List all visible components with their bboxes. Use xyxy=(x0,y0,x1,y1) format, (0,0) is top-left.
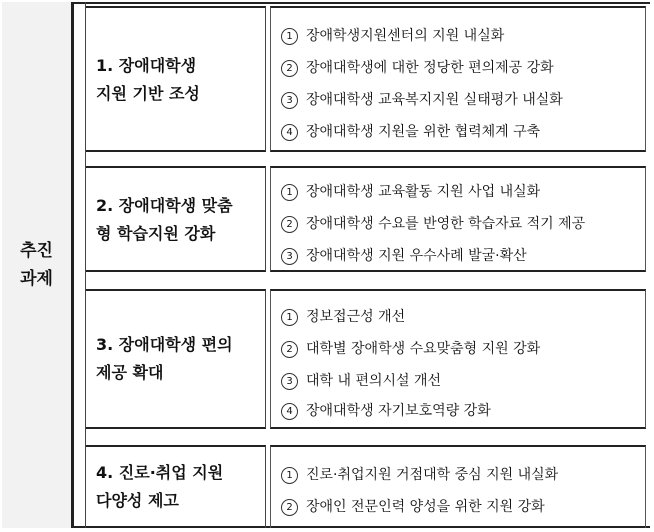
section-3-item-4 xyxy=(281,395,491,427)
item-text: 장애대학생 지원을 위한 협력체계 구축 xyxy=(306,124,541,140)
section-4-title: 4. 진로·취업 지원 다양성 제고 xyxy=(96,463,224,510)
section-3-item-2 xyxy=(281,333,540,365)
circled-number: 4 xyxy=(281,403,298,420)
section-4-item-1 xyxy=(281,459,558,491)
item-text: 진로·취업지원 거점대학 중심 지원 내실화 xyxy=(306,467,559,483)
section-2-item-1 xyxy=(281,176,540,208)
strategy-table xyxy=(2,2,650,528)
item-text: 대학 내 편의시설 개선 xyxy=(306,373,442,389)
section-1-item-1 xyxy=(281,20,504,52)
section-2-title: 2. 장애대학생 맞춤 형 학습지원 강화 xyxy=(96,196,233,243)
item-text: 정보접근성 개선 xyxy=(306,309,406,325)
category-label-cell xyxy=(2,2,74,528)
section-4-item-2 xyxy=(281,491,545,523)
circled-number: 2 xyxy=(281,341,298,358)
section-1-items-cell xyxy=(270,6,646,152)
section-4-items-cell xyxy=(270,445,646,528)
item-text: 장애대학생 자기보호역량 강화 xyxy=(306,403,491,419)
item-text: 장애대학생 교육복지지원 실태평가 내실화 xyxy=(306,92,563,108)
circled-number: 4 xyxy=(281,124,298,141)
section-3-items-cell xyxy=(270,289,646,429)
section-2-items-cell xyxy=(270,166,646,272)
section-3-title: 3. 장애대학생 편의 제공 확대 xyxy=(96,335,233,382)
section-3-title-cell xyxy=(86,289,266,429)
item-text: 장애대학생 수요를 반영한 학습자료 적기 제공 xyxy=(306,216,586,232)
section-1-title: 1. 장애대학생 지원 기반 조성 xyxy=(96,56,200,103)
section-1-item-4 xyxy=(281,116,540,148)
circled-number: 3 xyxy=(281,373,298,390)
circled-number: 1 xyxy=(281,28,298,45)
section-2-item-3 xyxy=(281,240,527,272)
circled-number: 2 xyxy=(281,216,298,233)
item-text: 대학별 장애학생 수요맞춤형 지원 강화 xyxy=(306,341,541,357)
section-3-item-3 xyxy=(281,365,441,397)
section-2-item-2 xyxy=(281,208,585,240)
item-text: 장애대학생에 대한 정당한 편의제공 강화 xyxy=(306,60,554,76)
category-label: 추진 과제 xyxy=(20,241,53,289)
circled-number: 3 xyxy=(281,92,298,109)
item-text: 장애학생지원센터의 지원 내실화 xyxy=(306,28,505,44)
item-text: 장애인 전문인력 양성을 위한 지원 강화 xyxy=(306,499,545,515)
section-2-title-cell xyxy=(86,166,266,272)
section-3-item-1 xyxy=(281,301,405,333)
section-1-title-cell xyxy=(86,6,266,152)
circled-number: 1 xyxy=(281,184,298,201)
circled-number: 2 xyxy=(281,60,298,77)
section-4-title-cell xyxy=(86,445,266,528)
circled-number: 2 xyxy=(281,499,298,516)
circled-number: 1 xyxy=(281,467,298,484)
item-text: 장애대학생 교육활동 지원 사업 내실화 xyxy=(306,184,541,200)
item-text: 장애대학생 지원 우수사례 발굴·확산 xyxy=(306,248,527,264)
table-top-border xyxy=(2,2,650,4)
spacer-column xyxy=(74,2,86,528)
section-1-item-2 xyxy=(281,52,554,84)
circled-number: 3 xyxy=(281,248,298,265)
section-1-item-3 xyxy=(281,84,563,116)
circled-number: 1 xyxy=(281,309,298,326)
